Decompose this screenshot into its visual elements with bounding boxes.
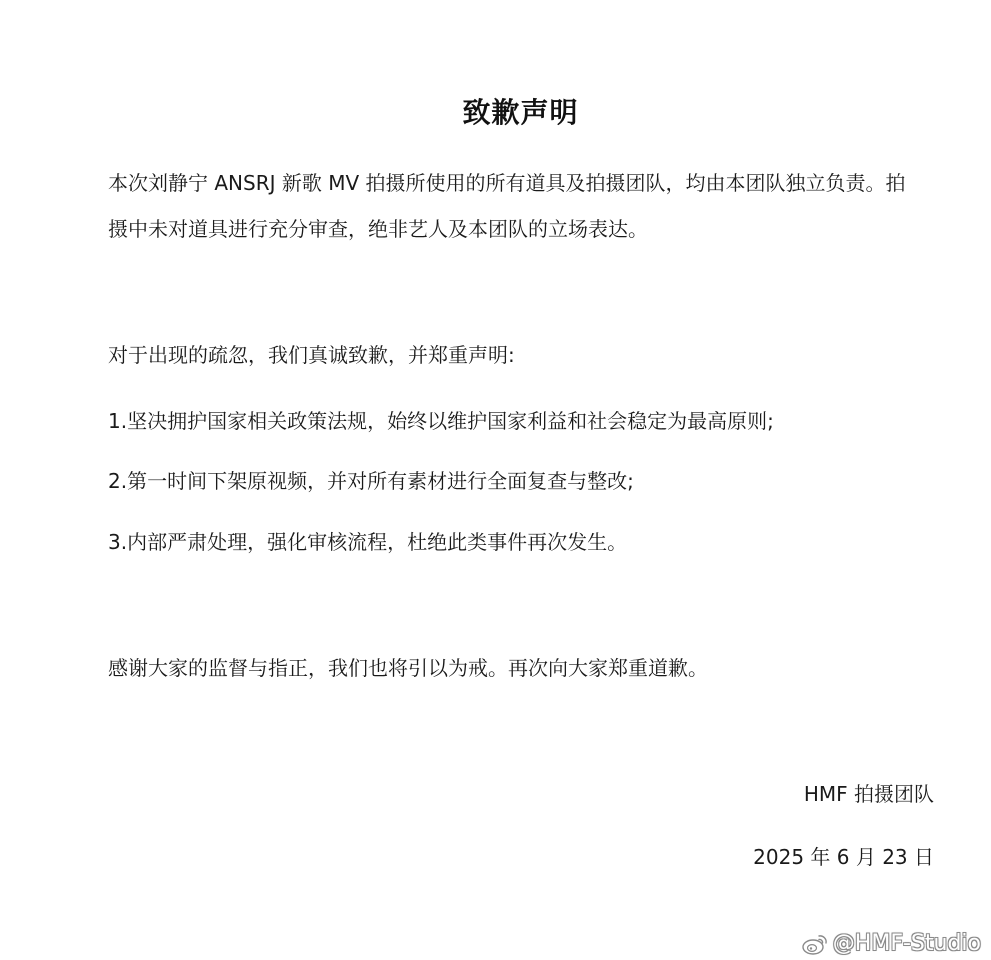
watermark-text: @HMF-Studio [832, 931, 981, 956]
document-title: 致歉声明 [462, 96, 579, 129]
weibo-watermark [801, 931, 981, 956]
list-item: 1.坚决拥护国家相关政策法规，始终以维护国家利益和社会稳定为最高原则; [108, 409, 774, 433]
paragraph-apology-intro: 对于出现的疏忽，我们真诚致歉，并郑重声明: [108, 343, 515, 367]
signature-date: 2025 年 6 月 23 日 [753, 845, 934, 869]
list-item: 2.第一时间下架原视频，并对所有素材进行全面复查与整改; [108, 469, 634, 493]
list-item: 3.内部严肃处理，强化审核流程，杜绝此类事件再次发生。 [108, 530, 628, 554]
signature: HMF 拍摄团队 [803, 782, 934, 806]
paragraph-thanks: 感谢大家的监督与指正，我们也将引以为戒。再次向大家郑重道歉。 [108, 656, 708, 680]
paragraph-responsibility: 本次刘静宁 ANSRJ 新歌 MV 拍摄所使用的所有道具及拍摄团队，均由本团队独立负责。拍摄中未对道具进行充分审查，绝非艺人及本团队的立场表达。 [108, 171, 906, 241]
weibo-icon [801, 932, 829, 956]
